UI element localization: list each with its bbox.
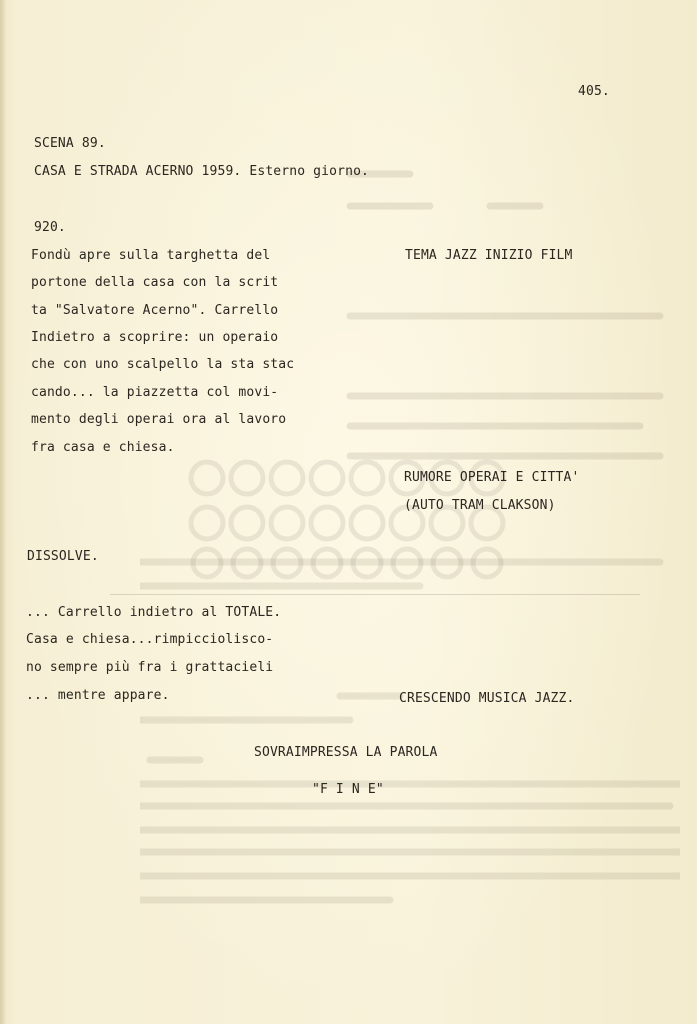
shot-description-line: portone della casa con la scrit (31, 275, 279, 290)
transition: DISSOLVE. (27, 549, 99, 564)
page-spine-shadow (0, 0, 6, 1024)
shot-description-line: mento degli operai ora al lavoro (31, 412, 287, 427)
final-description-line: Casa e chiesa...rimpicciolisco- (26, 632, 274, 647)
sound-cue: (AUTO TRAM CLAKSON) (404, 498, 556, 513)
shot-description-line: ta "Salvatore Acerno". Carrello (31, 303, 279, 318)
scene-setting: CASA E STRADA ACERNO 1959. Esterno giorno. (34, 164, 370, 179)
final-description-line: ... Carrello indietro al TOTALE. (26, 605, 282, 620)
shot-number: 920. (34, 220, 66, 235)
sound-cue: RUMORE OPERAI E CITTA' (404, 470, 580, 485)
shot-description-line: che con uno scalpello la sta stac (31, 357, 295, 372)
end-title: "F I N E" (312, 782, 384, 797)
bleed-through-texture (310, 138, 640, 438)
overlay-instruction: SOVRAIMPRESSA LA PAROLA (254, 745, 438, 760)
final-description-line: no sempre più fra i grattacieli (26, 660, 274, 675)
page-number: 405. (578, 84, 610, 99)
shot-description-line: Fondù apre sulla targhetta del (31, 248, 271, 263)
final-description-line: ... mentre appare. (26, 688, 170, 703)
shot-description-line: fra casa e chiesa. (31, 440, 175, 455)
scene-title: SCENA 89. (34, 136, 106, 151)
shot-description-line: cando... la piazzetta col movi- (31, 385, 279, 400)
shot-description-line: Indietro a scoprire: un operaio (31, 330, 279, 345)
sound-cue: TEMA JAZZ INIZIO FILM (405, 248, 573, 263)
sound-cue: CRESCENDO MUSICA JAZZ. (399, 691, 575, 706)
